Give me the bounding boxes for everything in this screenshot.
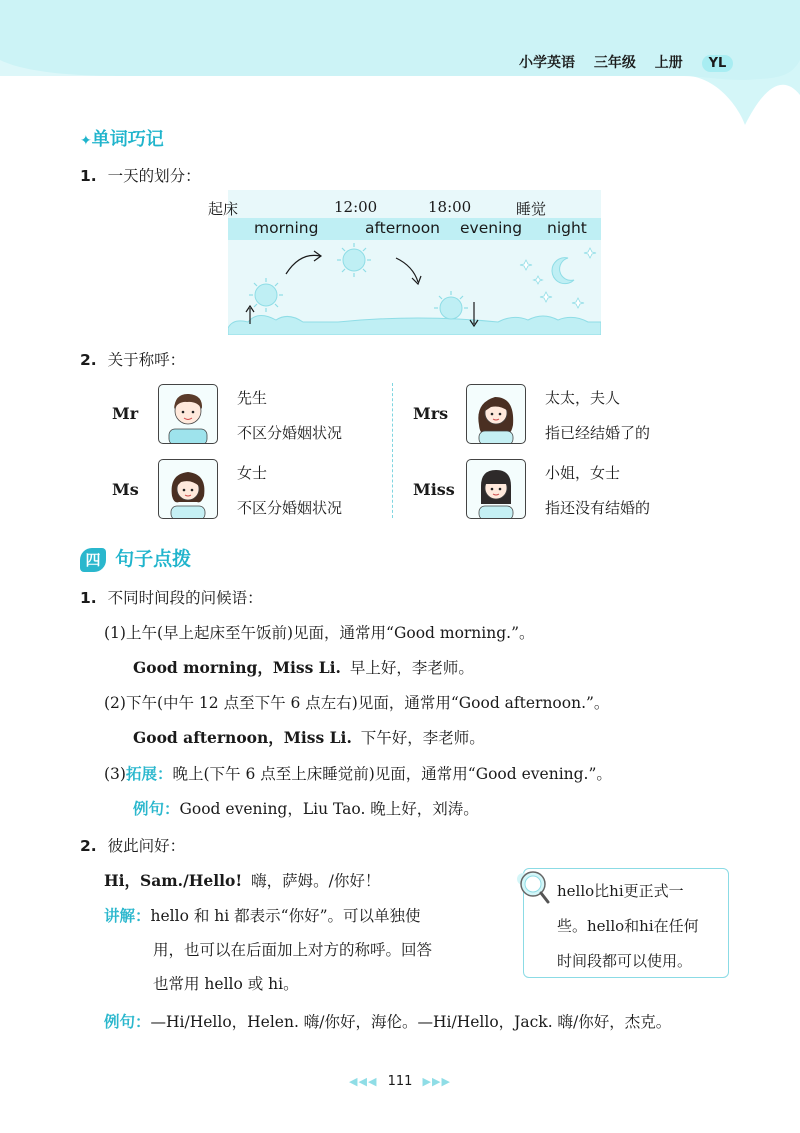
section-number-badge: 四 [80, 548, 106, 572]
explain-line-3: 也常用 hello 或 hi。 [153, 975, 299, 993]
woman-portrait-icon [158, 459, 218, 519]
greeting-morning-example: Good morning，Miss Li. 早上好，李老师。 [133, 658, 474, 677]
mr-note: 不区分婚姻状况 [237, 424, 343, 442]
tip-line-3: 时间段都可以使用。 [557, 952, 693, 970]
ms-note: 不区分婚姻状况 [237, 499, 343, 517]
word-afternoon: afternoon [365, 219, 441, 237]
item-address-forms: 2. 关于称呼： [80, 351, 186, 369]
titles-divider [392, 383, 393, 518]
tip-line-1: hello比hi更正式一 [557, 882, 684, 900]
noon-sun-icon [337, 243, 371, 277]
section-title-sentences: 四 句子点拨 [80, 544, 191, 572]
explain-line-1: 讲解：hello 和 hi 都表示“你好”。可以单独使 [104, 906, 421, 925]
man-portrait-icon [158, 384, 218, 444]
edition-badge: YL [702, 55, 734, 72]
explain-line-2: 用，也可以在后面加上对方的称呼。回答 [153, 941, 433, 959]
moon-icon [552, 258, 574, 284]
label-bedtime: 睡觉 [516, 200, 547, 218]
greeting-morning-rule: (1)上午(早上起床至午饭前)见面，通常用“Good morning.”。 [104, 624, 535, 642]
mr-meaning: 先生 [237, 389, 268, 407]
magnifier-icon [506, 862, 552, 908]
section-title-words: ✦单词巧记 [80, 129, 164, 150]
item-mutual-greeting: 2. 彼此问好： [80, 837, 186, 855]
example-tag: 例句： [133, 799, 180, 818]
title-miss: Miss [413, 480, 455, 499]
greeting-afternoon-example: Good afternoon，Miss Li. 下午好，李老师。 [133, 728, 485, 747]
tip-line-2: 些。hello和hi在任何 [557, 917, 699, 935]
setting-sun-icon [434, 291, 468, 319]
title-mr: Mr [112, 404, 139, 423]
mrs-meaning: 太太，夫人 [545, 389, 621, 407]
word-night: night [547, 219, 587, 237]
timeline-illustration [228, 240, 601, 335]
label-wake-up: 起床 [208, 200, 239, 218]
item-day-division: 1. 一天的划分： [80, 167, 201, 185]
title-mrs: Mrs [413, 404, 449, 423]
ms-meaning: 女士 [237, 464, 268, 482]
miss-note: 指还没有结婚的 [545, 499, 651, 517]
label-noon: 12:00 [334, 198, 378, 216]
greeting-afternoon-rule: (2)下午(中午 12 点至下午 6 点左右)见面，通常用“Good afternoon.”。 [104, 694, 610, 712]
married-woman-portrait-icon [466, 384, 526, 444]
page-number: ◀◀◀ 111 ▶▶▶ [349, 1074, 451, 1089]
label-six-pm: 18:00 [428, 198, 472, 216]
header-title: 小学英语 三年级 上册 YL [519, 52, 747, 72]
word-evening: evening [460, 219, 523, 237]
greeting-evening-rule: (3)拓展：晚上(下午 6 点至上床睡觉前)见面，通常用“Good evening.”。 [104, 764, 612, 783]
miss-meaning: 小姐，女士 [545, 464, 621, 482]
hi-hello-example: Hi，Sam./Hello! 嗨，萨姆。/你好！ [104, 871, 381, 890]
example-tag-2: 例句： [104, 1012, 151, 1031]
extension-tag: 拓展： [125, 764, 173, 783]
girl-portrait-icon [466, 459, 526, 519]
word-morning: morning [254, 219, 319, 237]
rising-sun-icon [249, 278, 283, 312]
item-greetings: 1. 不同时间段的问候语： [80, 589, 263, 607]
left-arrows-icon: ◀◀◀ [349, 1075, 378, 1088]
title-ms: Ms [112, 480, 139, 499]
explain-tag: 讲解： [104, 906, 151, 925]
sparkle-icon: ✦ [80, 133, 92, 149]
mrs-note: 指已经结婚了的 [545, 424, 651, 442]
hi-hello-dialogue-example: 例句：—Hi/Hello，Helen. 嗨/你好，海伦。—Hi/Hello，Jack. 嗨/你好，杰克。 [104, 1012, 672, 1031]
greeting-evening-example: 例句：Good evening，Liu Tao. 晚上好，刘涛。 [133, 799, 479, 818]
right-arrows-icon: ▶▶▶ [422, 1075, 451, 1088]
